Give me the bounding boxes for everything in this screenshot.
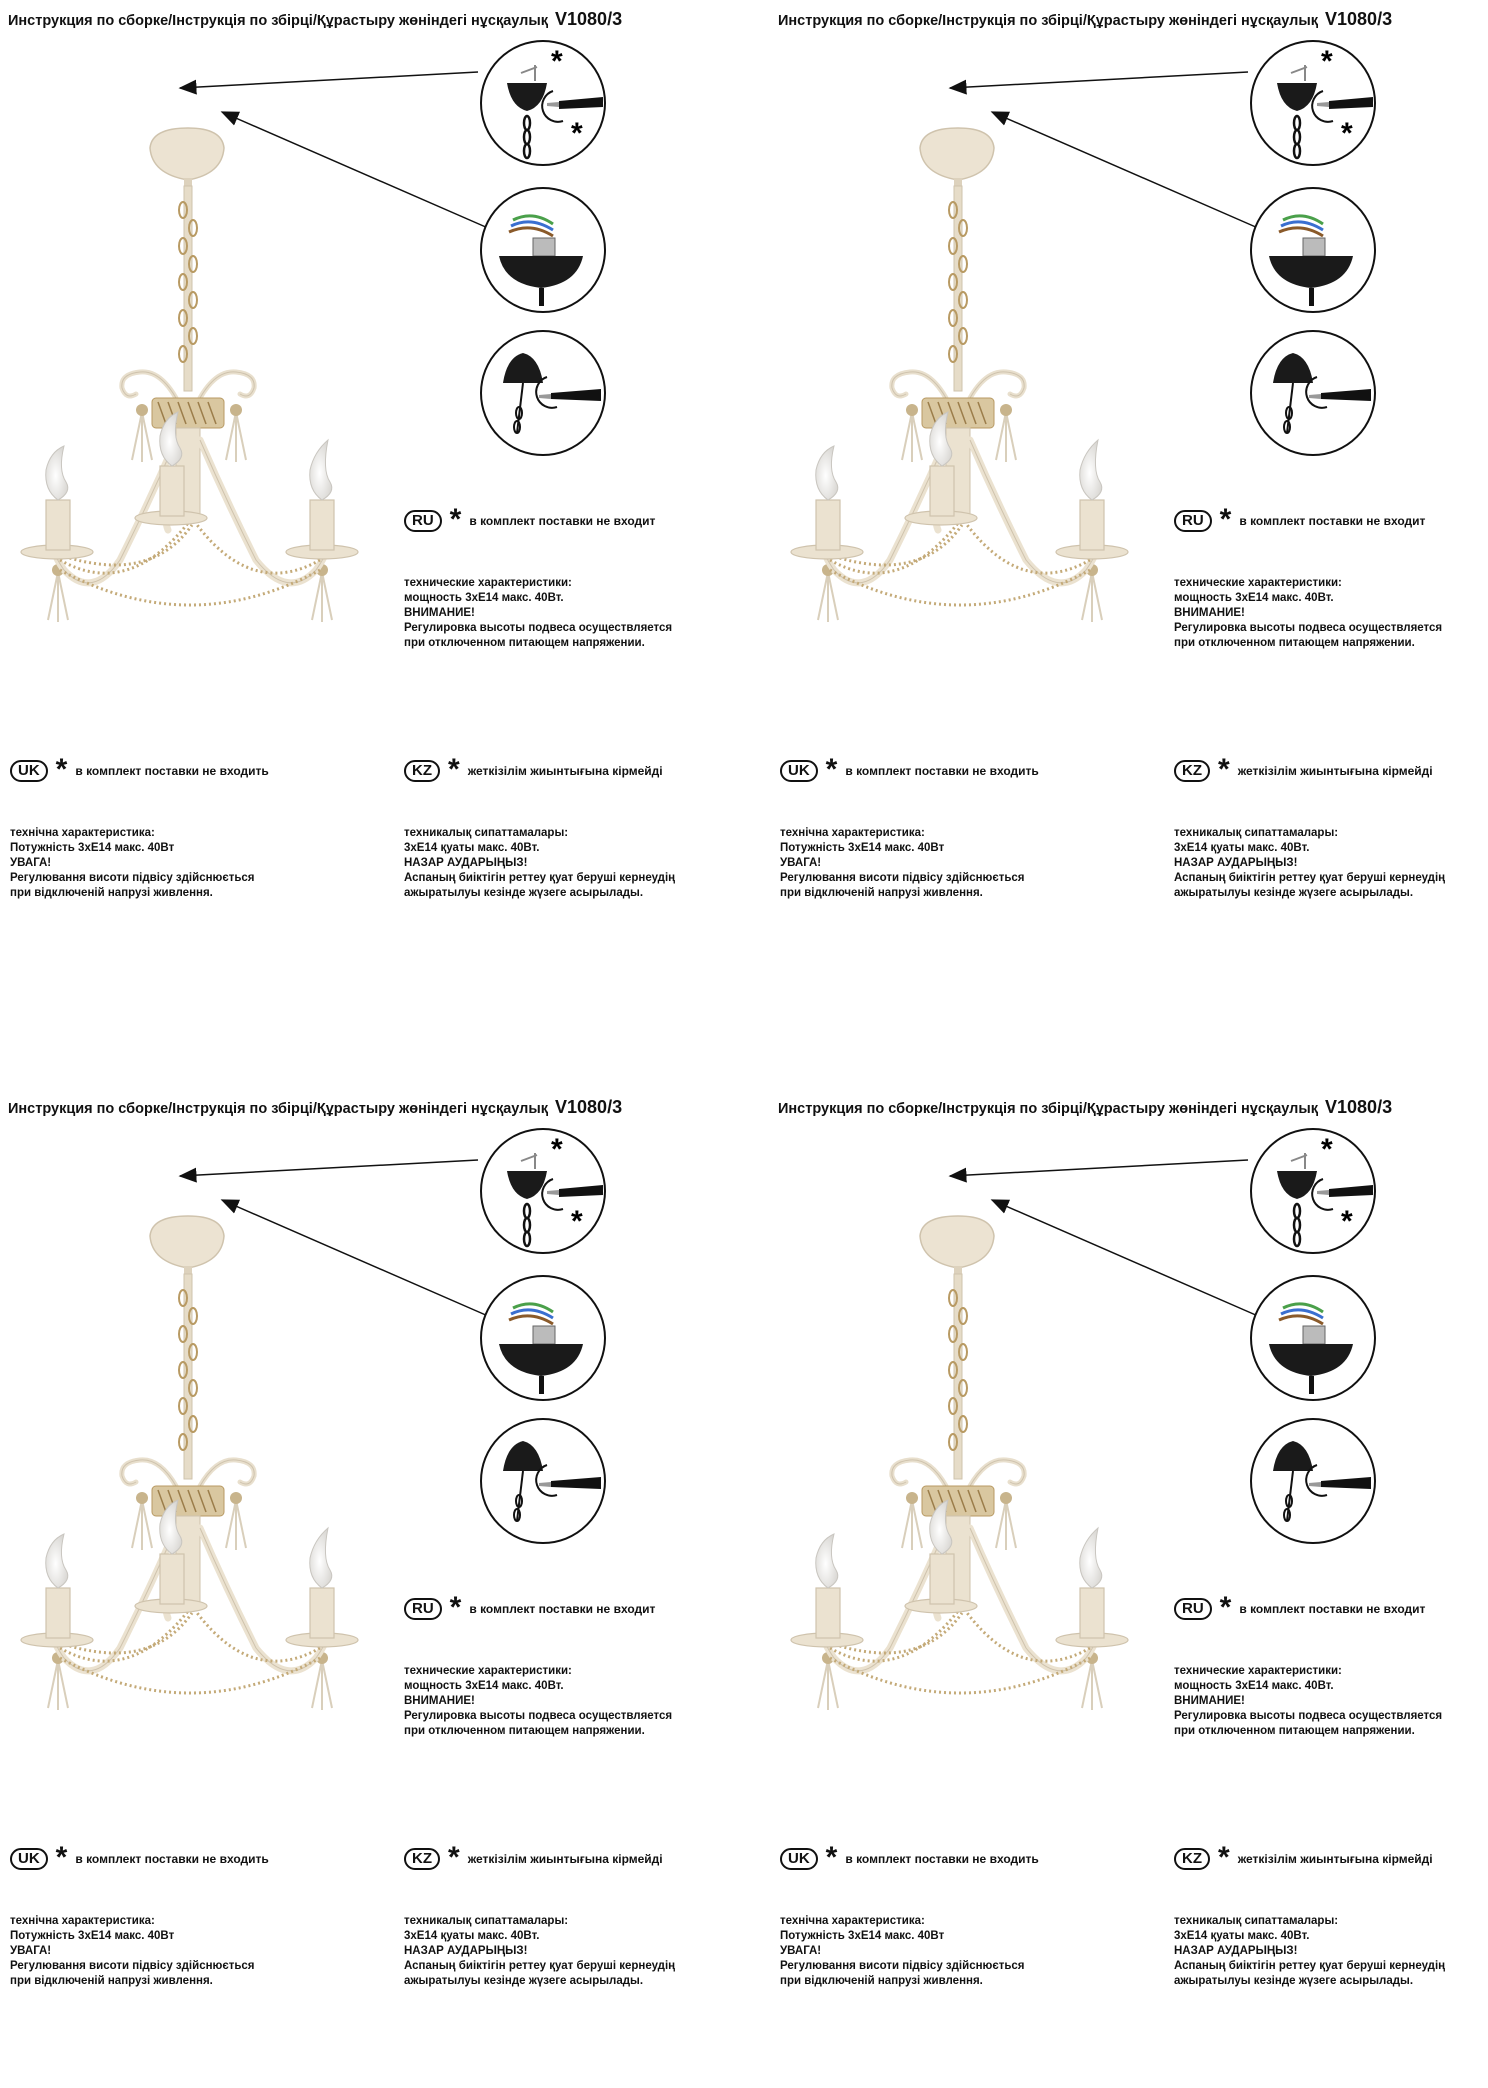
asterisk-icon: * bbox=[1219, 1591, 1232, 1624]
detail-circle-wiring bbox=[1251, 1276, 1375, 1400]
uk-badge: UK bbox=[780, 760, 818, 782]
uk-spec-line: при відключеній напрузі живлення. bbox=[10, 887, 213, 899]
ru-spec-line: Регулировка высоты подвеса осуществляется bbox=[404, 1710, 673, 1722]
kz-note bbox=[1174, 753, 1433, 786]
kz-spec-line: 3хЕ14 қуаты макс. 40Вт. bbox=[1174, 1930, 1310, 1942]
uk-spec-line: технічна характеристика: bbox=[780, 1915, 925, 1927]
kz-note-text: жеткізілім жиынтығына кірмейді bbox=[1237, 764, 1433, 778]
uk-spec-line: Потужність 3хЕ14 макс. 40Вт bbox=[10, 1930, 175, 1942]
ru-note-text: в комплект поставки не входит bbox=[1239, 514, 1426, 528]
uk-note bbox=[780, 753, 1039, 786]
ru-specs bbox=[1174, 576, 1442, 651]
asterisk-icon: * bbox=[448, 1841, 460, 1874]
uk-spec-line: УВАГА! bbox=[780, 857, 822, 869]
ru-note bbox=[1174, 1591, 1426, 1624]
kz-note bbox=[1174, 1841, 1433, 1874]
uk-note bbox=[10, 1841, 269, 1874]
chandelier-image bbox=[791, 128, 1128, 622]
uk-note bbox=[10, 753, 269, 786]
kz-spec-line: 3хЕ14 қуаты макс. 40Вт. bbox=[404, 842, 540, 854]
chandelier-image bbox=[791, 1216, 1128, 1710]
kz-spec-line: НАЗАР АУДАРЫҢЫЗ! bbox=[1174, 857, 1298, 869]
instruction-panel-4 bbox=[770, 1088, 1488, 2088]
instruction-panel-2 bbox=[770, 0, 1488, 1000]
kz-spec-line: 3хЕ14 қуаты макс. 40Вт. bbox=[404, 1930, 540, 1942]
model-number: V1080/3 bbox=[555, 9, 623, 29]
kz-spec-line: Аспаның биіктігін реттеу қуат беруші кернеудің bbox=[404, 1960, 676, 1972]
detail-circle-adjust bbox=[481, 1419, 605, 1543]
asterisk-icon: * bbox=[1219, 503, 1232, 536]
asterisk-icon: * bbox=[55, 753, 68, 786]
uk-spec-line: технічна характеристика: bbox=[780, 827, 925, 839]
asterisk-icon: * bbox=[1218, 1841, 1230, 1874]
uk-badge: UK bbox=[10, 1848, 48, 1870]
pointer-arrow bbox=[950, 1160, 1248, 1176]
asterisk-icon: * bbox=[1321, 45, 1333, 78]
ru-spec-line: технические характеристики: bbox=[1174, 577, 1342, 589]
kz-spec-line: НАЗАР АУДАРЫҢЫЗ! bbox=[404, 1945, 528, 1957]
ru-badge: RU bbox=[404, 1598, 442, 1620]
kz-badge: KZ bbox=[1174, 760, 1210, 782]
ceiling-canopy bbox=[150, 1216, 224, 1268]
pointer-arrow bbox=[222, 1200, 488, 1316]
kz-spec-line: техникалық сипаттамалары: bbox=[1174, 827, 1339, 839]
asterisk-icon: * bbox=[825, 753, 838, 786]
page-title: Инструкция по сборке/Інструкція по збірці/Құрастыру жөніндегі нұсқаулық V1080/3 bbox=[8, 9, 623, 29]
asterisk-icon: * bbox=[571, 117, 583, 150]
uk-specs bbox=[780, 826, 1025, 901]
uk-spec-line: Регулювання висоти підвісу здійснюється bbox=[780, 1960, 1025, 1972]
uk-note bbox=[780, 1841, 1039, 1874]
kz-spec-line: ажыратылуы кезінде жүзеге асырылады. bbox=[404, 1975, 644, 1987]
detail-circle-hook bbox=[1251, 1129, 1375, 1253]
asterisk-icon: * bbox=[1218, 753, 1230, 786]
uk-spec-line: Потужність 3хЕ14 макс. 40Вт bbox=[780, 1930, 945, 1942]
uk-spec-line: технічна характеристика: bbox=[10, 827, 155, 839]
ru-badge: RU bbox=[1174, 510, 1212, 532]
chandelier-image bbox=[21, 1216, 358, 1710]
ru-spec-line: Регулировка высоты подвеса осуществляется bbox=[404, 622, 673, 634]
kz-spec-line: техникалық сипаттамалары: bbox=[404, 1915, 569, 1927]
detail-circle-hook bbox=[481, 1129, 605, 1253]
ru-spec-line: при отключенном питающем напряжении. bbox=[404, 1725, 645, 1737]
ru-spec-line: при отключенном питающем напряжении. bbox=[1174, 637, 1415, 649]
uk-spec-line: при відключеній напрузі живлення. bbox=[780, 1975, 983, 1987]
pointer-arrow bbox=[222, 112, 488, 228]
ru-specs bbox=[404, 576, 672, 651]
model-number: V1080/3 bbox=[1325, 9, 1393, 29]
ceiling-canopy bbox=[920, 128, 994, 180]
kz-specs bbox=[404, 1914, 675, 1989]
kz-spec-line: Аспаның биіктігін реттеу қуат беруші кернеудің bbox=[1174, 872, 1446, 884]
kz-badge: KZ bbox=[1174, 1848, 1210, 1870]
ru-spec-line: технические характеристики: bbox=[404, 1665, 572, 1677]
ru-spec-line: ВНИМАНИЕ! bbox=[404, 1695, 475, 1707]
kz-note-text: жеткізілім жиынтығына кірмейді bbox=[1237, 1852, 1433, 1866]
kz-spec-line: 3хЕ14 қуаты макс. 40Вт. bbox=[1174, 842, 1310, 854]
model-number: V1080/3 bbox=[555, 1097, 623, 1117]
ru-note bbox=[1174, 503, 1426, 536]
ru-spec-line: мощность 3хЕ14 макс. 40Вт. bbox=[404, 1680, 564, 1692]
asterisk-icon: * bbox=[825, 1841, 838, 1874]
asterisk-icon: * bbox=[55, 1841, 68, 1874]
ceiling-canopy bbox=[150, 128, 224, 180]
asterisk-icon: * bbox=[1341, 1205, 1353, 1238]
ru-note bbox=[404, 1591, 656, 1624]
detail-circle-hook bbox=[481, 41, 605, 165]
pointer-arrow bbox=[992, 112, 1258, 228]
ru-spec-line: ВНИМАНИЕ! bbox=[404, 607, 475, 619]
ru-spec-line: Регулировка высоты подвеса осуществляется bbox=[1174, 622, 1443, 634]
ru-spec-line: ВНИМАНИЕ! bbox=[1174, 607, 1245, 619]
page-title: Инструкция по сборке/Інструкція по збірці/Құрастыру жөніндегі нұсқаулық V1080/3 bbox=[8, 1097, 623, 1117]
kz-spec-line: ажыратылуы кезінде жүзеге асырылады. bbox=[1174, 1975, 1414, 1987]
ru-spec-line: мощность 3хЕ14 макс. 40Вт. bbox=[1174, 592, 1334, 604]
asterisk-icon: * bbox=[449, 503, 462, 536]
page-title: Инструкция по сборке/Інструкція по збірці/Құрастыру жөніндегі нұсқаулық V1080/3 bbox=[778, 1097, 1393, 1117]
uk-note-text: в комплект поставки не входить bbox=[75, 1852, 269, 1866]
ru-note-text: в комплект поставки не входит bbox=[1239, 1602, 1426, 1616]
instruction-panel-1 bbox=[0, 0, 744, 1000]
uk-badge: UK bbox=[10, 760, 48, 782]
uk-spec-line: при відключеній напрузі живлення. bbox=[780, 887, 983, 899]
uk-spec-line: УВАГА! bbox=[10, 857, 52, 869]
kz-spec-line: Аспаның биіктігін реттеу қуат беруші кернеудің bbox=[1174, 1960, 1446, 1972]
kz-spec-line: техникалық сипаттамалары: bbox=[404, 827, 569, 839]
ru-spec-line: ВНИМАНИЕ! bbox=[1174, 1695, 1245, 1707]
detail-circle-adjust bbox=[1251, 1419, 1375, 1543]
uk-specs bbox=[10, 826, 255, 901]
pointer-arrow bbox=[180, 72, 478, 88]
uk-spec-line: Потужність 3хЕ14 макс. 40Вт bbox=[780, 842, 945, 854]
kz-spec-line: ажыратылуы кезінде жүзеге асырылады. bbox=[1174, 887, 1414, 899]
kz-spec-line: Аспаның биіктігін реттеу қуат беруші кернеудің bbox=[404, 872, 676, 884]
ru-spec-line: мощность 3хЕ14 макс. 40Вт. bbox=[1174, 1680, 1334, 1692]
kz-badge: KZ bbox=[404, 1848, 440, 1870]
uk-spec-line: Регулювання висоти підвісу здійснюється bbox=[10, 872, 255, 884]
kz-note bbox=[404, 753, 663, 786]
kz-spec-line: техникалық сипаттамалары: bbox=[1174, 1915, 1339, 1927]
uk-specs bbox=[780, 1914, 1025, 1989]
uk-badge: UK bbox=[780, 1848, 818, 1870]
ru-specs bbox=[404, 1664, 672, 1739]
kz-badge: KZ bbox=[404, 760, 440, 782]
uk-spec-line: Регулювання висоти підвісу здійснюється bbox=[780, 872, 1025, 884]
ru-specs bbox=[1174, 1664, 1442, 1739]
asterisk-icon: * bbox=[551, 1133, 563, 1166]
detail-circle-hook bbox=[1251, 41, 1375, 165]
asterisk-icon: * bbox=[571, 1205, 583, 1238]
ru-note bbox=[404, 503, 656, 536]
kz-note bbox=[404, 1841, 663, 1874]
uk-specs bbox=[10, 1914, 255, 1989]
uk-spec-line: Потужність 3хЕ14 макс. 40Вт bbox=[10, 842, 175, 854]
kz-specs bbox=[1174, 826, 1445, 901]
detail-circle-wiring bbox=[1251, 188, 1375, 312]
asterisk-icon: * bbox=[1321, 1133, 1333, 1166]
chandelier-image bbox=[21, 128, 358, 622]
model-number: V1080/3 bbox=[1325, 1097, 1393, 1117]
ru-badge: RU bbox=[1174, 1598, 1212, 1620]
uk-note-text: в комплект поставки не входить bbox=[75, 764, 269, 778]
uk-note-text: в комплект поставки не входить bbox=[845, 1852, 1039, 1866]
kz-spec-line: НАЗАР АУДАРЫҢЫЗ! bbox=[1174, 1945, 1298, 1957]
ru-spec-line: при отключенном питающем напряжении. bbox=[1174, 1725, 1415, 1737]
pointer-arrow bbox=[950, 72, 1248, 88]
detail-circle-adjust bbox=[1251, 331, 1375, 455]
kz-note-text: жеткізілім жиынтығына кірмейді bbox=[467, 1852, 663, 1866]
ceiling-canopy bbox=[920, 1216, 994, 1268]
page-title: Инструкция по сборке/Інструкція по збірці/Құрастыру жөніндегі нұсқаулық V1080/3 bbox=[778, 9, 1393, 29]
ru-spec-line: технические характеристики: bbox=[404, 577, 572, 589]
ru-spec-line: при отключенном питающем напряжении. bbox=[404, 637, 645, 649]
uk-spec-line: УВАГА! bbox=[10, 1945, 52, 1957]
uk-spec-line: при відключеній напрузі живлення. bbox=[10, 1975, 213, 1987]
uk-spec-line: технічна характеристика: bbox=[10, 1915, 155, 1927]
detail-circle-wiring bbox=[481, 1276, 605, 1400]
kz-spec-line: НАЗАР АУДАРЫҢЫЗ! bbox=[404, 857, 528, 869]
ru-badge: RU bbox=[404, 510, 442, 532]
uk-note-text: в комплект поставки не входить bbox=[845, 764, 1039, 778]
instruction-panel-3 bbox=[0, 1088, 744, 2088]
kz-specs bbox=[404, 826, 675, 901]
ru-spec-line: мощность 3хЕ14 макс. 40Вт. bbox=[404, 592, 564, 604]
asterisk-icon: * bbox=[551, 45, 563, 78]
kz-spec-line: ажыратылуы кезінде жүзеге асырылады. bbox=[404, 887, 644, 899]
detail-circle-adjust bbox=[481, 331, 605, 455]
kz-specs bbox=[1174, 1914, 1445, 1989]
ru-note-text: в комплект поставки не входит bbox=[469, 514, 656, 528]
detail-circle-wiring bbox=[481, 188, 605, 312]
uk-spec-line: УВАГА! bbox=[780, 1945, 822, 1957]
uk-spec-line: Регулювання висоти підвісу здійснюється bbox=[10, 1960, 255, 1972]
asterisk-icon: * bbox=[1341, 117, 1353, 150]
ru-spec-line: технические характеристики: bbox=[1174, 1665, 1342, 1677]
pointer-arrow bbox=[992, 1200, 1258, 1316]
asterisk-icon: * bbox=[449, 1591, 462, 1624]
pointer-arrow bbox=[180, 1160, 478, 1176]
kz-note-text: жеткізілім жиынтығына кірмейді bbox=[467, 764, 663, 778]
ru-spec-line: Регулировка высоты подвеса осуществляется bbox=[1174, 1710, 1443, 1722]
asterisk-icon: * bbox=[448, 753, 460, 786]
ru-note-text: в комплект поставки не входит bbox=[469, 1602, 656, 1616]
